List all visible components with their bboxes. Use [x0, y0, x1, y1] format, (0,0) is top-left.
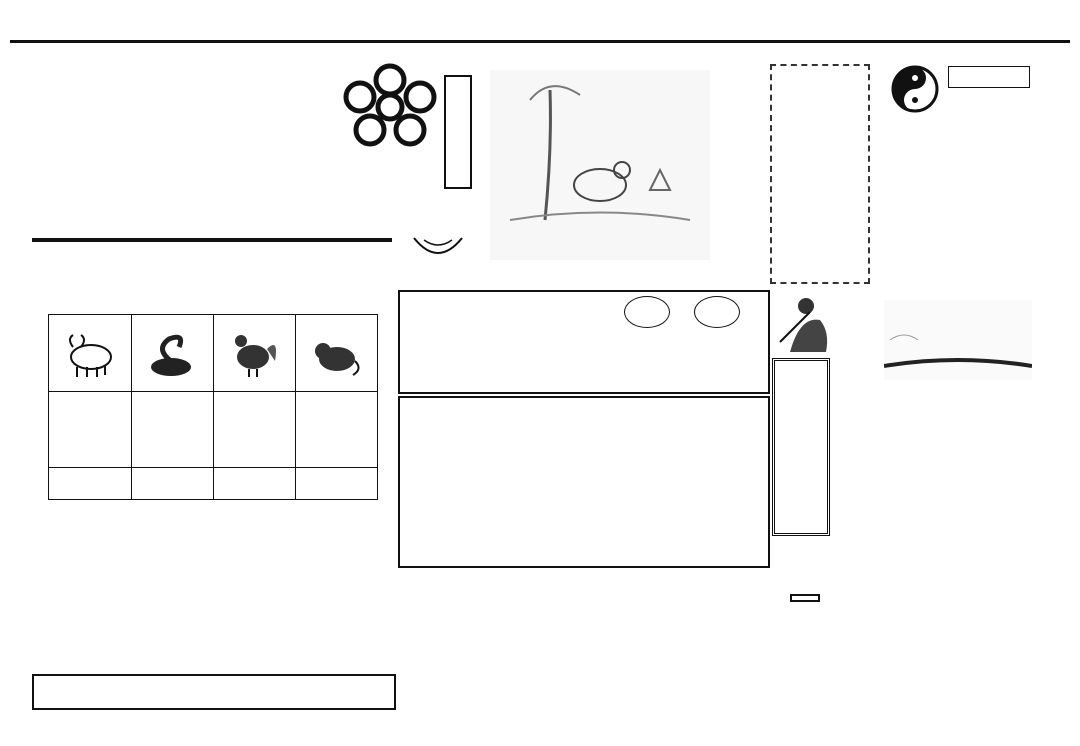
sage-figure: [770, 292, 848, 354]
zodiac-divider: [131, 315, 132, 499]
rat-icon: [309, 329, 363, 379]
tips-label: [790, 594, 820, 602]
wave-title: [948, 66, 1030, 88]
logo-rule: [32, 238, 392, 242]
fly-panel: [775, 70, 857, 270]
yin-yang-icon: [890, 64, 940, 114]
zodiac-row-rule: [49, 391, 377, 392]
poem-box: [398, 396, 770, 568]
zodiac-grid: [48, 314, 378, 500]
right-border-strip: [1050, 60, 1072, 700]
left-border-strip: [10, 60, 30, 700]
special-number: [694, 296, 740, 328]
zodiac-row-rule: [49, 467, 377, 468]
snake-icon: [145, 329, 199, 379]
number-trend-chart: [70, 528, 380, 664]
treasure-map-sketch: [490, 70, 710, 260]
flower-emblem-icon: [340, 62, 440, 152]
publisher-line: [32, 674, 396, 710]
explain-title: [772, 358, 830, 536]
top-border-strip: [10, 43, 1070, 61]
special-number: [624, 296, 670, 328]
ingot-icon: [410, 228, 466, 268]
zodiac-divider: [213, 315, 214, 499]
zodiac-divider: [295, 315, 296, 499]
special-number-box: [398, 290, 770, 394]
landscape-sketch: [884, 300, 1032, 380]
treasure-map-label: [444, 75, 472, 189]
ox-icon: [63, 329, 117, 379]
rooster-icon: [227, 329, 281, 379]
